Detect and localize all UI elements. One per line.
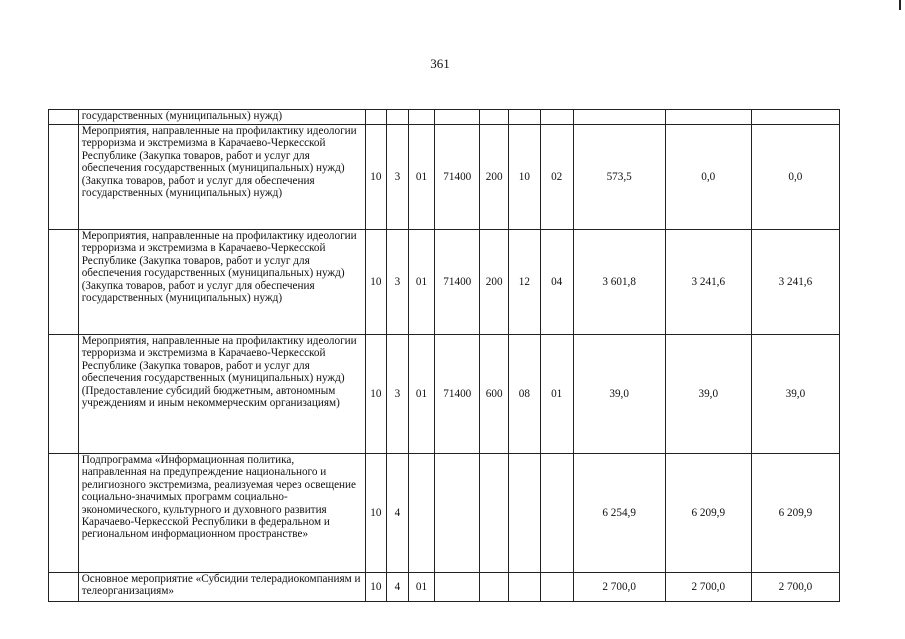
value-cell (435, 454, 480, 573)
value-cell: 01 (408, 230, 435, 335)
value-cell: 10 (509, 125, 541, 230)
value-cell: 3 601,8 (573, 230, 665, 335)
table-row (49, 125, 840, 230)
value-cell: 6 209,9 (665, 454, 751, 573)
value-cell (751, 110, 839, 125)
table-row (49, 335, 840, 454)
blank-cell (49, 573, 79, 602)
value-cell: 2 700,0 (665, 573, 751, 602)
value-cell: 573,5 (573, 125, 665, 230)
value-cell: 10 (365, 454, 387, 573)
value-cell (480, 110, 509, 125)
value-cell: 10 (365, 125, 387, 230)
value-cell (365, 110, 387, 125)
table-row (49, 230, 840, 335)
table-row (49, 573, 840, 602)
value-cell (408, 454, 435, 573)
value-cell: 600 (480, 335, 509, 454)
value-cell: 01 (408, 335, 435, 454)
value-cell: 0,0 (751, 125, 839, 230)
value-cell (408, 110, 435, 125)
value-cell: 39,0 (573, 335, 665, 454)
value-cell (435, 573, 480, 602)
value-cell (509, 454, 541, 573)
value-cell (509, 573, 541, 602)
table-body (49, 110, 840, 602)
blank-cell (49, 125, 79, 230)
value-cell: 2 700,0 (751, 573, 839, 602)
value-cell: 02 (540, 125, 573, 230)
value-cell: 08 (509, 335, 541, 454)
value-cell: 200 (480, 125, 509, 230)
value-cell: 39,0 (665, 335, 751, 454)
value-cell: 200 (480, 230, 509, 335)
value-cell (665, 110, 751, 125)
value-cell: 3 (387, 335, 409, 454)
page-number: 361 (430, 56, 450, 71)
name-cell: государственных (муниципальных) нужд) (78, 110, 365, 125)
value-cell: 04 (540, 230, 573, 335)
value-cell: 01 (408, 573, 435, 602)
value-cell (480, 573, 509, 602)
value-cell: 10 (365, 573, 387, 602)
blank-cell (49, 335, 79, 454)
value-cell: 10 (365, 230, 387, 335)
value-cell: 4 (387, 454, 409, 573)
value-cell (540, 110, 573, 125)
value-cell: 3 241,6 (751, 230, 839, 335)
value-cell: 71400 (435, 230, 480, 335)
value-cell: 10 (365, 335, 387, 454)
value-cell: 2 700,0 (573, 573, 665, 602)
value-cell: 71400 (435, 335, 480, 454)
edge-mark (899, 0, 901, 10)
value-cell (480, 454, 509, 573)
value-cell: 71400 (435, 125, 480, 230)
value-cell: 3 241,6 (665, 230, 751, 335)
value-cell: 6 209,9 (751, 454, 839, 573)
name-cell: Подпрограмма «Информационная политика, направленная на предупреждение национального и религиозного экстремизма, реализуемая через освещение социально-значимых программ социально-экономического, культурного и духовного развития Карачаево-Черкесской Республики в федеральном и региональном информационном пространстве» (78, 454, 365, 573)
table-row (49, 110, 840, 125)
value-cell: 01 (540, 335, 573, 454)
value-cell: 12 (509, 230, 541, 335)
value-cell (540, 454, 573, 573)
blank-cell (49, 454, 79, 573)
value-cell: 01 (408, 125, 435, 230)
value-cell (540, 573, 573, 602)
value-cell: 0,0 (665, 125, 751, 230)
blank-cell (49, 230, 79, 335)
name-cell: Мероприятия, направленные на профилактику идеологии терроризма и экстремизма в Карачаево-Черкесской Республике (Закупка товаров, работ и услуг для обеспечения государственных (муниципальных) нужд) (Предоставление субсидий бюджетным, автономным учреждениям и иным некоммерческим организациям) (78, 335, 365, 454)
value-cell: 4 (387, 573, 409, 602)
value-cell: 3 (387, 125, 409, 230)
blank-cell (49, 110, 79, 125)
name-cell: Мероприятия, направленные на профилактику идеологии терроризма и экстремизма в Карачаево-Черкесской Республике (Закупка товаров, работ и услуг для обеспечения государственных (муниципальных) нужд) (Закупка товаров, работ и услуг для обеспечения государственных (муниципальных) нужд) (78, 125, 365, 230)
value-cell (387, 110, 409, 125)
value-cell: 3 (387, 230, 409, 335)
table-row (49, 454, 840, 573)
value-cell: 39,0 (751, 335, 839, 454)
name-cell: Основное мероприятие «Субсидии телерадиокомпаниям и телеорганизациям» (78, 573, 365, 602)
value-cell: 6 254,9 (573, 454, 665, 573)
name-cell: Мероприятия, направленные на профилактику идеологии терроризма и экстремизма в Карачаево-Черкесской Республике (Закупка товаров, работ и услуг для обеспечения государственных (муниципальных) нужд) (Закупка товаров, работ и услуг для обеспечения государственных (муниципальных) нужд) (78, 230, 365, 335)
value-cell (573, 110, 665, 125)
value-cell (509, 110, 541, 125)
budget-table (48, 109, 840, 602)
value-cell (435, 110, 480, 125)
